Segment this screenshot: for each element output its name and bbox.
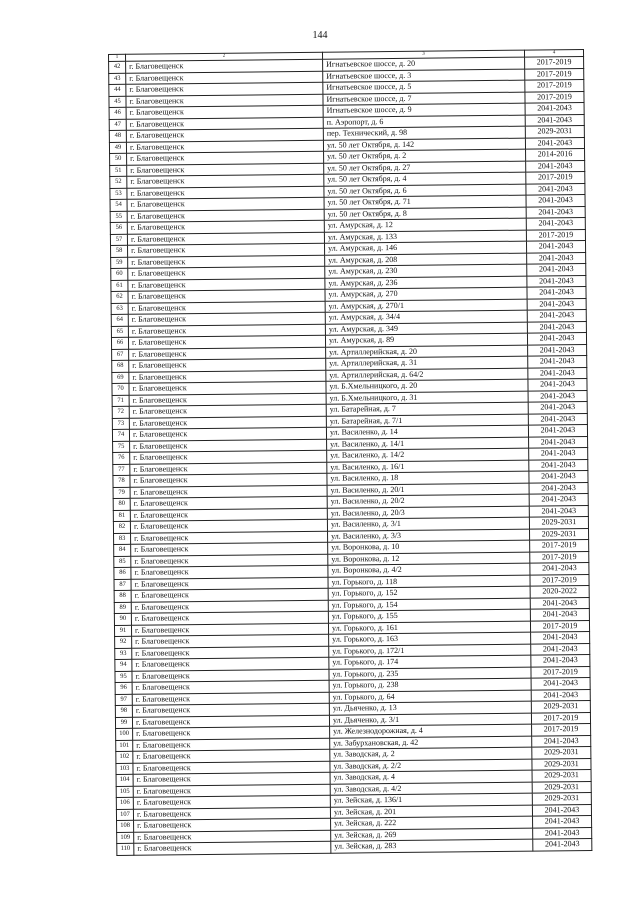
row-city: г. Благовещенск <box>134 830 331 844</box>
row-period: 2041-2043 <box>526 183 585 195</box>
row-address: ул. Горького, д. 172/1 <box>329 644 531 658</box>
row-period: 2017-2019 <box>530 574 589 586</box>
row-city: г. Благовещенск <box>128 289 325 303</box>
row-period: 2041-2043 <box>528 367 587 379</box>
row-city: г. Благовещенск <box>130 439 327 453</box>
row-number: 49 <box>109 142 126 154</box>
row-number: 74 <box>112 429 129 441</box>
row-number: 73 <box>112 418 129 430</box>
row-period: 2017-2019 <box>525 57 584 69</box>
row-number: 77 <box>113 464 130 476</box>
row-number: 90 <box>114 613 131 625</box>
row-address: ул. Амурская, д. 230 <box>325 264 527 278</box>
row-address: ул. Василенко, д. 20/3 <box>327 506 529 520</box>
row-city: г. Благовещенск <box>126 82 323 96</box>
row-number: 55 <box>110 211 127 223</box>
row-address: ул. Зейская, д. 136/1 <box>330 793 532 807</box>
row-city: г. Благовещенск <box>134 818 331 832</box>
row-city: г. Благовещенск <box>132 646 329 660</box>
row-address: ул. Горького, д. 238 <box>329 678 531 692</box>
row-period: 2041-2043 <box>525 114 584 126</box>
row-city: г. Благовещенск <box>130 508 327 522</box>
row-address: ул. 50 лет Октября, д. 6 <box>324 184 526 198</box>
row-address: ул. Амурская, д. 12 <box>324 218 526 232</box>
row-number: 84 <box>114 544 131 556</box>
row-number: 100 <box>116 728 133 740</box>
row-number: 97 <box>115 694 132 706</box>
row-period: 2041-2043 <box>528 379 587 391</box>
row-number: 53 <box>110 188 127 200</box>
row-city: г. Благовещенск <box>130 450 327 464</box>
row-period: 2014-2016 <box>526 149 585 161</box>
row-number: 72 <box>112 406 129 418</box>
row-address: ул. Горького, д. 154 <box>328 598 530 612</box>
row-number: 67 <box>112 349 129 361</box>
row-number: 58 <box>111 245 128 257</box>
row-period: 2017-2019 <box>530 620 589 632</box>
row-number: 106 <box>116 797 133 809</box>
row-period: 2041-2043 <box>529 493 588 505</box>
row-address: ул. 50 лет Октября, д. 8 <box>324 207 526 221</box>
row-address: ул. Василенко, д. 14 <box>326 425 528 439</box>
row-city: г. Благовещенск <box>130 462 327 476</box>
row-city: г. Благовещенск <box>127 186 324 200</box>
row-period: 2029-2031 <box>525 126 584 138</box>
row-address: ул. 50 лет Октября, д. 4 <box>324 172 526 186</box>
row-city: г. Благовещенск <box>130 519 327 533</box>
row-period: 2017-2019 <box>531 666 590 678</box>
row-number: 64 <box>111 314 128 326</box>
row-period: 2041-2043 <box>526 218 585 230</box>
row-number: 99 <box>115 717 132 729</box>
row-number: 56 <box>110 222 127 234</box>
row-address: ул. Зейская, д. 201 <box>330 805 532 819</box>
row-period: 2041-2043 <box>527 298 586 310</box>
row-city: г. Благовещенск <box>131 611 328 625</box>
row-period: 2029-2031 <box>532 769 591 781</box>
row-period: 2041-2043 <box>530 608 589 620</box>
row-address: ул. Железнодорожная, д. 4 <box>330 724 532 738</box>
row-number: 104 <box>116 774 133 786</box>
row-number: 101 <box>116 740 133 752</box>
row-address: ул. Горького, д. 235 <box>329 667 531 681</box>
row-period: 2017-2019 <box>526 229 585 241</box>
row-address: ул. Амурская, д. 89 <box>325 333 527 347</box>
row-address: ул. Артиллерийская, д. 20 <box>326 345 528 359</box>
row-city: г. Благовещенск <box>133 749 330 763</box>
row-number: 63 <box>111 303 128 315</box>
row-city: г. Благовещенск <box>130 473 327 487</box>
document-sheet <box>108 49 592 855</box>
row-city: г. Благовещенск <box>133 795 330 809</box>
row-address: ул. Василенко, д. 3/1 <box>327 517 529 531</box>
row-address: ул. Амурская, д. 146 <box>324 241 526 255</box>
row-address: ул. 50 лет Октября, д. 2 <box>324 149 526 163</box>
row-number: 60 <box>111 268 128 280</box>
row-address: ул. Горького, д. 163 <box>329 632 531 646</box>
row-number: 95 <box>115 671 132 683</box>
row-period: 2041-2043 <box>531 689 590 701</box>
row-number: 65 <box>111 326 128 338</box>
row-period: 2041-2043 <box>531 631 590 643</box>
row-address: ул. Воронкова, д. 12 <box>328 552 530 566</box>
row-address: ул. Горького, д. 155 <box>328 609 530 623</box>
row-city: г. Благовещенск <box>128 243 325 257</box>
row-city: г. Благовещенск <box>127 174 324 188</box>
row-address: ул. Амурская, д. 208 <box>325 253 527 267</box>
row-number: 50 <box>110 153 127 165</box>
row-city: г. Благовещенск <box>126 59 323 73</box>
row-period: 2017-2019 <box>531 712 590 724</box>
row-period: 2041-2043 <box>529 470 588 482</box>
row-period: 2041-2043 <box>532 735 591 747</box>
row-period: 2041-2043 <box>531 677 590 689</box>
row-number: 42 <box>109 61 126 73</box>
row-number: 93 <box>115 648 132 660</box>
row-city: г. Благовещенск <box>129 416 326 430</box>
row-address: ул. Зейская, д. 283 <box>331 839 533 853</box>
houses-table <box>108 49 592 855</box>
row-city: г. Благовещенск <box>130 496 327 510</box>
row-address: Игнатьевское шоссе, д. 5 <box>323 80 525 94</box>
row-period: 2029-2031 <box>529 516 588 528</box>
row-city: г. Благовещенск <box>128 255 325 269</box>
row-period: 2041-2043 <box>529 436 588 448</box>
row-number: 66 <box>111 337 128 349</box>
row-city: г. Благовещенск <box>131 600 328 614</box>
row-period: 2017-2019 <box>530 539 589 551</box>
row-city: г. Благовещенск <box>131 554 328 568</box>
row-address: пер. Технический, д. 98 <box>323 126 525 140</box>
row-city: г. Благовещенск <box>126 94 323 108</box>
row-period: 2041-2043 <box>533 815 592 827</box>
row-city: г. Благовещенск <box>132 692 329 706</box>
row-city: г. Благовещенск <box>126 140 323 154</box>
row-city: г. Благовещенск <box>128 278 325 292</box>
row-number: 51 <box>110 165 127 177</box>
row-period: 2041-2043 <box>528 413 587 425</box>
row-address: ул. Заводская, д. 4/2 <box>330 782 532 796</box>
row-city: г. Благовещенск <box>131 542 328 556</box>
row-city: г. Благовещенск <box>128 324 325 338</box>
row-address: ул. Заводская, д. 4 <box>330 770 532 784</box>
row-address: ул. Василенко, д. 20/2 <box>327 494 529 508</box>
row-number: 109 <box>117 832 134 844</box>
header-col-3: 3 <box>322 50 524 59</box>
row-number: 89 <box>114 602 131 614</box>
row-period: 2017-2019 <box>532 723 591 735</box>
row-number: 57 <box>110 234 127 246</box>
row-number: 80 <box>113 498 130 510</box>
row-city: г. Благовещенск <box>131 531 328 545</box>
row-period: 2029-2031 <box>532 792 591 804</box>
row-period: 2029-2031 <box>531 700 590 712</box>
row-city: г. Благовещенск <box>129 347 326 361</box>
row-address: ул. Горького, д. 118 <box>328 575 530 589</box>
header-col-2: 2 <box>126 52 323 61</box>
row-address: ул. Артиллерийская, д. 64/2 <box>326 368 528 382</box>
row-city: г. Благовещенск <box>126 71 323 85</box>
row-period: 2041-2043 <box>527 275 586 287</box>
row-city: г. Благовещенск <box>132 715 329 729</box>
row-address: ул. Горького, д. 161 <box>328 621 530 635</box>
row-city: г. Благовещенск <box>126 117 323 131</box>
row-city: г. Благовещенск <box>129 404 326 418</box>
row-period: 2041-2043 <box>528 425 587 437</box>
row-period: 2041-2043 <box>526 241 585 253</box>
row-period: 2041-2043 <box>528 390 587 402</box>
row-period: 2017-2019 <box>525 80 584 92</box>
row-city: г. Благовещенск <box>133 761 330 775</box>
row-city: г. Благовещенск <box>131 577 328 591</box>
row-period: 2041-2043 <box>529 459 588 471</box>
row-period: 2041-2043 <box>529 505 588 517</box>
row-period: 2020-2022 <box>530 585 589 597</box>
row-number: 44 <box>109 84 126 96</box>
row-number: 98 <box>115 705 132 717</box>
row-address: ул. 50 лет Октября, д. 71 <box>324 195 526 209</box>
row-number: 105 <box>116 786 133 798</box>
row-address: ул. Амурская, д. 236 <box>325 276 527 290</box>
row-number: 81 <box>113 510 130 522</box>
row-period: 2041-2043 <box>528 402 587 414</box>
row-number: 52 <box>110 176 127 188</box>
row-period: 2041-2043 <box>527 321 586 333</box>
row-city: г. Благовещенск <box>131 623 328 637</box>
row-period: 2041-2043 <box>526 195 585 207</box>
row-city: г. Благовещенск <box>134 841 331 855</box>
row-address: ул. Батарейная, д. 7 <box>326 402 528 416</box>
row-city: г. Благовещенск <box>128 301 325 315</box>
row-period: 2041-2043 <box>530 597 589 609</box>
row-period: 2041-2043 <box>527 310 586 322</box>
row-number: 70 <box>112 383 129 395</box>
row-address: ул. Василенко, д. 18 <box>327 471 529 485</box>
row-address: ул. Забурхановская, д. 42 <box>330 736 532 750</box>
row-number: 86 <box>114 567 131 579</box>
row-city: г. Благовещенск <box>128 312 325 326</box>
row-address: п. Аэропорт, д. 6 <box>323 115 525 129</box>
row-city: г. Благовещенск <box>127 163 324 177</box>
row-number: 78 <box>113 475 130 487</box>
row-number: 103 <box>116 763 133 775</box>
row-city: г. Благовещенск <box>132 680 329 694</box>
row-period: 2041-2043 <box>527 287 586 299</box>
row-number: 107 <box>116 809 133 821</box>
row-number: 88 <box>114 590 131 602</box>
row-city: г. Благовещенск <box>129 370 326 384</box>
row-city: г. Благовещенск <box>129 381 326 395</box>
row-city: г. Благовещенск <box>131 588 328 602</box>
row-address: ул. 50 лет Октября, д. 27 <box>324 161 526 175</box>
row-period: 2041-2043 <box>532 804 591 816</box>
row-number: 96 <box>115 682 132 694</box>
row-city: г. Благовещенск <box>132 669 329 683</box>
row-city: г. Благовещенск <box>133 738 330 752</box>
row-period: 2017-2019 <box>525 68 584 80</box>
row-period: 2041-2043 <box>529 447 588 459</box>
row-number: 43 <box>109 73 126 85</box>
row-city: г. Благовещенск <box>127 151 324 165</box>
row-address: ул. Амурская, д. 349 <box>325 322 527 336</box>
row-city: г. Благовещенск <box>129 358 326 372</box>
row-city: г. Благовещенск <box>133 772 330 786</box>
row-address: ул. Василенко, д. 14/1 <box>327 437 529 451</box>
row-number: 102 <box>116 751 133 763</box>
row-number: 59 <box>111 257 128 269</box>
row-address: ул. Горького, д. 64 <box>329 690 531 704</box>
row-address: ул. Заводская, д. 2/2 <box>330 759 532 773</box>
row-address: ул. Василенко, д. 3/3 <box>328 529 530 543</box>
row-number: 54 <box>110 199 127 211</box>
row-number: 71 <box>112 395 129 407</box>
row-number: 47 <box>109 119 126 131</box>
row-number: 108 <box>117 820 134 832</box>
row-city: г. Благовещенск <box>129 393 326 407</box>
row-number: 68 <box>112 360 129 372</box>
row-address: ул. Амурская, д. 270/1 <box>325 299 527 313</box>
row-address: ул. Василенко, д. 16/1 <box>327 460 529 474</box>
row-address: ул. Б.Хмельницкого, д. 31 <box>326 391 528 405</box>
row-address: ул. Горького, д. 152 <box>328 586 530 600</box>
row-number: 48 <box>109 130 126 142</box>
row-number: 91 <box>114 625 131 637</box>
row-period: 2041-2043 <box>528 356 587 368</box>
row-address: ул. Амурская, д. 270 <box>325 287 527 301</box>
row-period: 2041-2043 <box>528 344 587 356</box>
row-city: г. Благовещенск <box>133 807 330 821</box>
row-city: г. Благовещенск <box>130 485 327 499</box>
row-number: 46 <box>109 107 126 119</box>
row-address: ул. Василенко, д. 14/2 <box>327 448 529 462</box>
row-number: 69 <box>112 372 129 384</box>
row-period: 2041-2043 <box>533 838 592 850</box>
row-address: ул. Воронкова, д. 10 <box>328 540 530 554</box>
row-city: г. Благовещенск <box>132 657 329 671</box>
row-number: 110 <box>117 843 134 855</box>
row-period: 2029-2031 <box>532 746 591 758</box>
row-period: 2017-2019 <box>525 91 584 103</box>
row-address: ул. Зейская, д. 222 <box>331 816 533 830</box>
row-address: Игнатьевское шоссе, д. 20 <box>323 57 525 71</box>
row-city: г. Благовещенск <box>127 209 324 223</box>
row-city: г. Благовещенск <box>133 784 330 798</box>
row-number: 92 <box>115 636 132 648</box>
row-number: 94 <box>115 659 132 671</box>
row-address: ул. Батарейная, д. 7/1 <box>326 414 528 428</box>
row-number: 87 <box>114 579 131 591</box>
row-number: 82 <box>113 521 130 533</box>
row-city: г. Благовещенск <box>132 634 329 648</box>
row-period: 2041-2043 <box>525 137 584 149</box>
row-period: 2029-2031 <box>529 528 588 540</box>
row-period: 2041-2043 <box>533 827 592 839</box>
row-city: г. Благовещенск <box>127 197 324 211</box>
row-address: Игнатьевское шоссе, д. 3 <box>323 69 525 83</box>
row-address: ул. 50 лет Октября, д. 142 <box>323 138 525 152</box>
row-address: ул. Василенко, д. 20/1 <box>327 483 529 497</box>
header-col-1: 1 <box>109 54 126 61</box>
row-address: ул. Артиллерийская, д. 31 <box>326 356 528 370</box>
row-address: ул. Дьяченко, д. 13 <box>329 701 531 715</box>
page-number: 144 <box>312 30 328 41</box>
row-address: Игнатьевское шоссе, д. 9 <box>323 103 525 117</box>
row-period: 2041-2043 <box>525 103 584 115</box>
row-period: 2041-2043 <box>531 654 590 666</box>
row-city: г. Благовещенск <box>128 266 325 280</box>
row-period: 2041-2043 <box>526 160 585 172</box>
row-period: 2041-2043 <box>529 482 588 494</box>
houses-table-body <box>109 50 592 855</box>
row-period: 2041-2043 <box>527 333 586 345</box>
row-city: г. Благовещенск <box>131 565 328 579</box>
row-period: 2041-2043 <box>531 643 590 655</box>
row-city: г. Благовещенск <box>132 703 329 717</box>
row-address: ул. Дьяченко, д. 3/1 <box>329 713 531 727</box>
row-period: 2017-2019 <box>526 172 585 184</box>
row-city: г. Благовещенск <box>126 105 323 119</box>
row-number: 75 <box>113 441 130 453</box>
row-period: 2041-2043 <box>530 562 589 574</box>
row-city: г. Благовещенск <box>127 232 324 246</box>
row-number: 62 <box>111 291 128 303</box>
row-address: ул. Амурская, д. 34/4 <box>325 310 527 324</box>
row-address: ул. Воронкова, д. 4/2 <box>328 563 530 577</box>
row-city: г. Благовещенск <box>127 220 324 234</box>
row-number: 61 <box>111 280 128 292</box>
row-period: 2041-2043 <box>526 206 585 218</box>
row-number: 76 <box>113 452 130 464</box>
row-city: г. Благовещенск <box>128 335 325 349</box>
header-col-4: 4 <box>524 50 583 58</box>
row-city: г. Благовещенск <box>129 427 326 441</box>
row-number: 85 <box>114 556 131 568</box>
row-city: г. Благовещенск <box>133 726 330 740</box>
row-number: 79 <box>113 487 130 499</box>
row-period: 2041-2043 <box>527 264 586 276</box>
row-number: 45 <box>109 96 126 108</box>
row-address: ул. Амурская, д. 133 <box>324 230 526 244</box>
row-address: ул. Б.Хмельницкого, д. 20 <box>326 379 528 393</box>
row-number: 83 <box>114 533 131 545</box>
row-period: 2017-2019 <box>530 551 589 563</box>
row-period: 2029-2031 <box>532 781 591 793</box>
row-address: ул. Зейская, д. 269 <box>331 828 533 842</box>
row-address: ул. Заводская, д. 2 <box>330 747 532 761</box>
row-period: 2041-2043 <box>527 252 586 264</box>
row-address: Игнатьевское шоссе, д. 7 <box>323 92 525 106</box>
row-city: г. Благовещенск <box>126 128 323 142</box>
row-address: ул. Горького, д. 174 <box>329 655 531 669</box>
row-period: 2029-2031 <box>532 758 591 770</box>
